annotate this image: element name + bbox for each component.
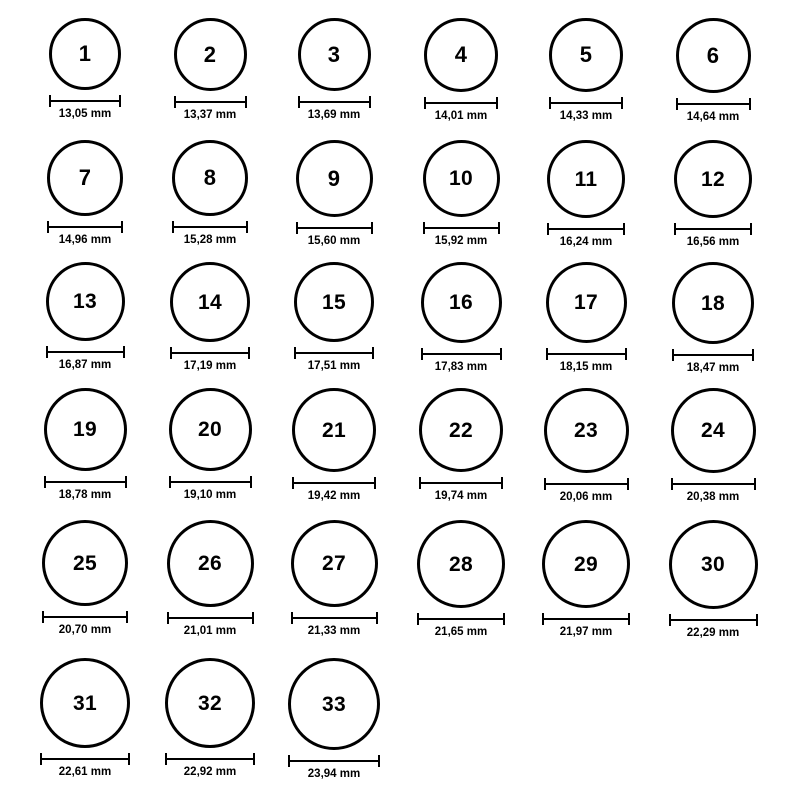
diameter-ruler: [542, 613, 630, 624]
ruler-cap-left: [546, 348, 548, 360]
diameter-label: 16,24 mm: [559, 236, 613, 248]
ring-size-number: 21: [322, 418, 346, 442]
ring-circle: [672, 262, 754, 344]
diameter-ruler: [417, 613, 505, 624]
ring-circle: [671, 388, 756, 473]
ruler-cap-left: [47, 221, 49, 233]
diameter-ruler: [288, 755, 380, 766]
diameter-ruler: [421, 348, 502, 359]
diameter-label: 18,15 mm: [559, 361, 613, 373]
ruler-bar: [674, 228, 752, 230]
ruler-bar: [294, 352, 374, 354]
diameter-label: 15,60 mm: [307, 235, 361, 247]
ring-circle: [549, 18, 623, 92]
ring-size-cell: [150, 18, 270, 122]
diameter-label: 15,28 mm: [183, 234, 237, 246]
ring-size-cell: [526, 18, 646, 123]
ring-circle: [424, 18, 498, 92]
ruler-cap-right: [121, 221, 123, 233]
ring-size-number: 17: [574, 291, 598, 314]
ring-size-number: 14: [198, 290, 222, 314]
ruler-cap-right: [376, 612, 378, 624]
diameter-ruler: [672, 349, 754, 360]
ruler-bar: [672, 354, 754, 356]
diameter-label: 20,38 mm: [686, 491, 740, 503]
ruler-cap-left: [544, 478, 546, 490]
diameter-ruler: [165, 753, 255, 764]
ring-circle: [44, 388, 127, 471]
ring-size-number: 25: [73, 551, 97, 575]
ruler-bar: [671, 483, 756, 485]
diameter-label: 15,92 mm: [434, 235, 488, 247]
ruler-cap-right: [627, 478, 629, 490]
ruler-bar: [542, 618, 630, 620]
ring-size-number: 19: [73, 418, 97, 441]
diameter-label: 21,97 mm: [559, 626, 613, 638]
ruler-cap-right: [750, 223, 752, 235]
ruler-cap-right: [749, 98, 751, 110]
ruler-cap-right: [501, 477, 503, 489]
ruler-bar: [423, 227, 500, 229]
ruler-bar: [419, 482, 503, 484]
diameter-ruler: [549, 97, 623, 108]
ruler-cap-right: [754, 478, 756, 490]
diameter-ruler: [546, 348, 627, 359]
ring-circle: [46, 262, 125, 341]
ruler-cap-left: [46, 346, 48, 358]
ring-circle: [170, 262, 250, 342]
ruler-cap-right: [374, 477, 376, 489]
ruler-cap-right: [248, 347, 250, 359]
diameter-ruler: [671, 478, 756, 489]
ruler-cap-right: [125, 476, 127, 488]
ruler-bar: [669, 619, 758, 621]
diameter-label: 22,29 mm: [686, 627, 740, 639]
diameter-ruler: [291, 612, 378, 623]
diameter-label: 19,74 mm: [434, 490, 488, 502]
diameter-ruler: [47, 221, 123, 232]
ring-size-cell: [401, 18, 521, 123]
diameter-ruler: [544, 478, 629, 489]
ring-size-cell: [25, 18, 145, 121]
ring-size-number: 26: [198, 552, 222, 575]
ring-circle: [298, 18, 371, 91]
ring-size-cell: [653, 262, 773, 375]
diameter-ruler: [42, 611, 128, 622]
ring-size-number: 7: [78, 165, 92, 190]
ring-circle: [296, 140, 373, 217]
ruler-bar: [291, 617, 378, 619]
ruler-cap-left: [291, 612, 293, 624]
ring-size-cell: [653, 18, 773, 124]
ruler-bar: [676, 103, 751, 105]
ruler-cap-right: [621, 97, 623, 109]
ruler-bar: [40, 758, 130, 760]
diameter-ruler: [172, 221, 248, 232]
ring-size-number: 12: [701, 167, 725, 191]
ruler-cap-right: [128, 753, 130, 765]
ring-circle: [40, 658, 130, 748]
diameter-ruler: [40, 753, 130, 764]
ruler-cap-right: [245, 96, 247, 108]
ruler-cap-right: [123, 346, 125, 358]
ring-size-number: 24: [701, 419, 725, 442]
diameter-label: 22,92 mm: [183, 766, 237, 778]
ring-circle: [47, 140, 123, 216]
ring-size-cell: [653, 388, 773, 504]
ring-circle: [547, 140, 625, 218]
ring-size-number: 20: [198, 418, 222, 441]
ring-size-cell: [274, 262, 394, 373]
ring-size-number: 10: [449, 167, 473, 190]
ring-size-number: 11: [574, 167, 598, 191]
ruler-cap-right: [369, 96, 371, 108]
diameter-ruler: [294, 347, 374, 358]
ring-circle: [172, 140, 248, 216]
ring-size-cell: [401, 520, 521, 639]
ruler-cap-right: [126, 611, 128, 623]
ring-size-number: 23: [574, 419, 598, 442]
ruler-cap-right: [623, 223, 625, 235]
ring-size-number: 8: [203, 165, 217, 190]
ring-size-number: 29: [574, 552, 598, 576]
ruler-bar: [296, 227, 373, 229]
diameter-ruler: [547, 223, 625, 234]
ruler-cap-right: [503, 613, 505, 625]
diameter-ruler: [292, 477, 376, 488]
diameter-label: 16,87 mm: [58, 359, 112, 371]
diameter-ruler: [169, 476, 252, 487]
diameter-label: 18,78 mm: [58, 489, 112, 501]
ring-size-cell: [526, 262, 646, 374]
ruler-bar: [424, 102, 498, 104]
ring-size-number: 6: [706, 42, 720, 68]
ring-circle: [419, 388, 503, 472]
diameter-label: 16,56 mm: [686, 236, 740, 248]
ruler-cap-right: [252, 612, 254, 624]
ring-size-cell: [274, 18, 394, 122]
ruler-cap-right: [752, 349, 754, 361]
ruler-cap-right: [498, 222, 500, 234]
ruler-cap-left: [44, 476, 46, 488]
diameter-ruler: [424, 97, 498, 108]
ruler-bar: [421, 353, 502, 355]
ring-size-number: 1: [78, 41, 92, 66]
ruler-bar: [546, 353, 627, 355]
diameter-label: 13,69 mm: [307, 109, 361, 121]
ruler-cap-left: [419, 477, 421, 489]
diameter-label: 21,33 mm: [307, 625, 361, 637]
diameter-label: 18,47 mm: [686, 362, 740, 374]
ring-size-number: 15: [322, 290, 346, 314]
ring-size-cell: [25, 520, 145, 637]
ring-size-number: 22: [449, 418, 473, 442]
diameter-ruler: [170, 347, 250, 358]
ring-circle: [169, 388, 252, 471]
ruler-cap-left: [424, 97, 426, 109]
ring-size-cell: [25, 658, 145, 779]
ring-size-number: 18: [701, 291, 725, 315]
ruler-cap-left: [49, 95, 51, 107]
ruler-cap-left: [170, 347, 172, 359]
ruler-cap-left: [292, 477, 294, 489]
ruler-cap-left: [549, 97, 551, 109]
ring-size-number: 2: [203, 41, 217, 67]
ring-circle: [674, 140, 752, 218]
ruler-cap-right: [628, 613, 630, 625]
ring-circle: [294, 262, 374, 342]
ruler-cap-left: [288, 755, 290, 767]
ring-circle: [291, 520, 378, 607]
ruler-bar: [298, 101, 371, 103]
diameter-label: 22,61 mm: [58, 766, 112, 778]
ruler-cap-left: [421, 348, 423, 360]
ring-size-number: 27: [322, 552, 346, 575]
ring-size-number: 5: [579, 42, 593, 67]
diameter-ruler: [44, 476, 127, 487]
diameter-label: 17,19 mm: [183, 360, 237, 372]
ruler-bar: [49, 100, 121, 102]
ring-circle: [167, 520, 254, 607]
ring-size-cell: [150, 658, 270, 779]
ruler-cap-left: [417, 613, 419, 625]
diameter-ruler: [298, 96, 371, 107]
ring-size-cell: [150, 520, 270, 638]
ring-circle: [288, 658, 380, 750]
ruler-cap-left: [174, 96, 176, 108]
diameter-label: 14,01 mm: [434, 110, 488, 122]
ruler-cap-right: [371, 222, 373, 234]
ring-size-cell: [653, 520, 773, 640]
ring-size-cell: [150, 388, 270, 502]
ruler-cap-right: [496, 97, 498, 109]
ring-size-number: 3: [327, 41, 341, 67]
diameter-label: 19,42 mm: [307, 490, 361, 502]
diameter-label: 13,05 mm: [58, 108, 112, 120]
ring-circle: [544, 388, 629, 473]
diameter-label: 19,10 mm: [183, 489, 237, 501]
diameter-label: 14,96 mm: [58, 234, 112, 246]
ring-circle: [49, 18, 121, 90]
ruler-cap-left: [674, 223, 676, 235]
ruler-cap-left: [294, 347, 296, 359]
ruler-cap-right: [500, 348, 502, 360]
diameter-ruler: [423, 222, 500, 233]
ruler-bar: [165, 758, 255, 760]
ruler-bar: [167, 617, 254, 619]
ruler-cap-left: [169, 476, 171, 488]
ring-size-cell: [274, 140, 394, 248]
ruler-cap-right: [246, 221, 248, 233]
ring-size-cell: [150, 140, 270, 247]
ruler-cap-left: [671, 478, 673, 490]
diameter-label: 13,37 mm: [183, 109, 237, 121]
ring-size-number: 13: [73, 290, 97, 313]
ring-size-cell: [526, 388, 646, 504]
ruler-bar: [417, 618, 505, 620]
diameter-ruler: [49, 95, 121, 106]
ruler-bar: [42, 616, 128, 618]
diameter-ruler: [669, 614, 758, 625]
diameter-label: 17,51 mm: [307, 360, 361, 372]
ruler-cap-left: [40, 753, 42, 765]
diameter-ruler: [674, 223, 752, 234]
ruler-bar: [44, 481, 127, 483]
ruler-cap-right: [250, 476, 252, 488]
ring-size-number: 28: [449, 552, 473, 576]
diameter-ruler: [296, 222, 373, 233]
diameter-label: 20,06 mm: [559, 491, 613, 503]
ruler-bar: [544, 483, 629, 485]
ring-size-number: 33: [322, 692, 346, 716]
diameter-ruler: [676, 98, 751, 109]
ruler-cap-left: [669, 614, 671, 626]
ring-size-cell: [526, 520, 646, 639]
ring-size-cell: [25, 262, 145, 372]
diameter-ruler: [419, 477, 503, 488]
ruler-cap-left: [167, 612, 169, 624]
ring-size-cell: [25, 388, 145, 502]
diameter-label: 21,01 mm: [183, 625, 237, 637]
ruler-bar: [547, 228, 625, 230]
diameter-label: 23,94 mm: [307, 768, 361, 780]
diameter-ruler: [46, 346, 125, 357]
ring-size-cell: [274, 658, 394, 781]
diameter-label: 14,33 mm: [559, 110, 613, 122]
ruler-cap-left: [672, 349, 674, 361]
ring-circle: [165, 658, 255, 748]
ruler-cap-left: [165, 753, 167, 765]
ruler-bar: [47, 226, 123, 228]
ruler-cap-right: [372, 347, 374, 359]
ruler-cap-left: [296, 222, 298, 234]
ruler-bar: [174, 101, 247, 103]
ruler-cap-left: [676, 98, 678, 110]
ring-circle: [174, 18, 247, 91]
ruler-bar: [46, 351, 125, 353]
ring-size-cell: [653, 140, 773, 249]
ruler-bar: [169, 481, 252, 483]
ruler-bar: [172, 226, 248, 228]
ring-circle: [542, 520, 630, 608]
ring-size-cell: [150, 262, 270, 373]
diameter-label: 20,70 mm: [58, 624, 112, 636]
ruler-cap-right: [119, 95, 121, 107]
diameter-label: 14,64 mm: [686, 111, 740, 123]
diameter-label: 21,65 mm: [434, 626, 488, 638]
ruler-cap-right: [253, 753, 255, 765]
ring-circle: [42, 520, 128, 606]
ruler-cap-left: [542, 613, 544, 625]
ring-circle: [417, 520, 505, 608]
ruler-cap-right: [625, 348, 627, 360]
ruler-bar: [288, 760, 380, 762]
ring-size-number: 9: [327, 165, 341, 191]
ring-circle: [546, 262, 627, 343]
ruler-bar: [549, 102, 623, 104]
ring-size-number: 31: [73, 691, 97, 715]
ring-size-cell: [274, 388, 394, 503]
ruler-cap-left: [298, 96, 300, 108]
ring-size-cell: [401, 388, 521, 503]
ring-size-cell: [401, 262, 521, 374]
ruler-cap-right: [756, 614, 758, 626]
diameter-ruler: [167, 612, 254, 623]
ruler-bar: [292, 482, 376, 484]
ruler-cap-left: [172, 221, 174, 233]
ring-size-number: 30: [701, 553, 725, 576]
ring-circle: [292, 388, 376, 472]
ring-size-number: 32: [198, 691, 222, 715]
ring-size-number: 4: [454, 42, 468, 67]
ring-circle: [423, 140, 500, 217]
diameter-ruler: [174, 96, 247, 107]
ring-size-cell: [274, 520, 394, 638]
ruler-bar: [170, 352, 250, 354]
ring-size-number: 16: [449, 291, 473, 314]
ring-circle: [676, 18, 751, 93]
ring-size-cell: [526, 140, 646, 249]
ruler-cap-left: [42, 611, 44, 623]
ring-circle: [421, 262, 502, 343]
ruler-cap-left: [547, 223, 549, 235]
ruler-cap-right: [378, 755, 380, 767]
ring-size-cell: [401, 140, 521, 248]
ring-size-cell: [25, 140, 145, 247]
ruler-cap-left: [423, 222, 425, 234]
ring-circle: [669, 520, 758, 609]
diameter-label: 17,83 mm: [434, 361, 488, 373]
